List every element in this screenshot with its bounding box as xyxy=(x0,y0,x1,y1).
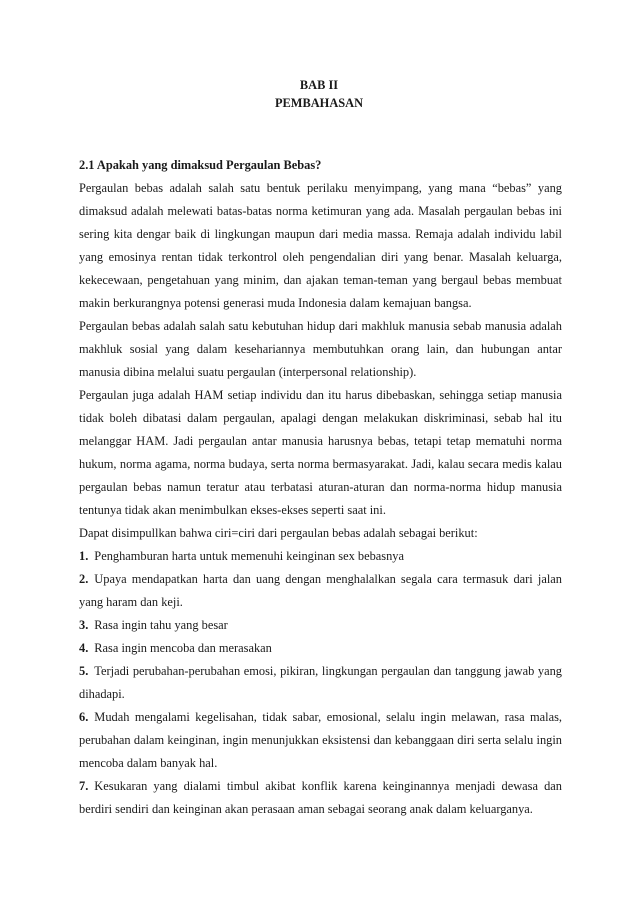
list-item-text: Mudah mengalami kegelisahan, tidak sabar, emosional, selalu ingin melawan, rasa malas, perubahan dalam keinginan, ingin menunjukkan eksistensi dan kebanggaan diri serta selalu ingin mencoba dalam banyak hal. xyxy=(79,710,562,770)
list-item xyxy=(79,775,562,821)
list-item-text: Penghamburan harta untuk memenuhi keinginan sex bebasnya xyxy=(94,549,404,563)
list-item xyxy=(79,706,562,775)
chapter-title: PEMBAHASAN xyxy=(274,96,364,110)
list-item-number: 6. xyxy=(79,710,89,724)
list-item-number: 5. xyxy=(79,664,89,678)
list-item xyxy=(79,637,562,660)
paragraph: Dapat disimpullkan bahwa ciri=ciri dari pergaulan bebas adalah sebagai berikut: xyxy=(79,526,478,540)
paragraph: Pergaulan bebas adalah salah satu kebutuhan hidup dari makhluk manusia sebab manusia adalah makhluk sosial yang dalam kesehariannya membutuhkan orang lain, dan hubungan antar manusia dibina melalui suatu pergaulan (interpersonal relationship). xyxy=(79,319,562,379)
list-item-text: Terjadi perubahan-perubahan emosi, pikiran, lingkungan pergaulan dan tanggung jawab yang dihadapi. xyxy=(79,664,562,701)
list-item xyxy=(79,614,562,637)
paragraph: Pergaulan bebas adalah salah satu bentuk perilaku menyimpang, yang mana “bebas” yang dimaksud adalah melewati batas-batas norma ketimuran yang ada. Masalah pergaulan bebas ini sering kita dengar baik di lingkungan maupun dari media massa. Remaja adalah individu labil yang emosinya rentan tidak terkontrol oleh pengendalian diri yang benar. Masalah keluarga, kekecewaan, pengetahuan yang minim, dan ajakan teman-teman yang bergaul bebas membuat makin berkurangnya potensi generasi muda Indonesia dalam kemajuan bangsa. xyxy=(79,181,562,310)
list-item-text: Rasa ingin tahu yang besar xyxy=(94,618,228,632)
list-item-number: 1. xyxy=(79,549,89,563)
list-item xyxy=(79,660,562,706)
list-item-text: Rasa ingin mencoba dan merasakan xyxy=(94,641,272,655)
list-item-number: 7. xyxy=(79,779,89,793)
list-item xyxy=(79,568,562,614)
list-item xyxy=(79,545,562,568)
section-title: 2.1 Apakah yang dimaksud Pergaulan Bebas? xyxy=(79,158,322,172)
list-item-text: Kesukaran yang dialami timbul akibat konflik karena keinginannya menjadi dewasa dan berdiri sendiri dan keinginan akan perasaan aman sebagai seorang anak dalam keluarganya. xyxy=(79,779,562,816)
chapter-heading: BAB II xyxy=(299,78,339,92)
list-item-number: 3. xyxy=(79,618,89,632)
paragraph: Pergaulan juga adalah HAM setiap individu dan itu harus dibebaskan, sehingga setiap manusia tidak boleh dibatasi dalam pergaulan, apalagi dengan melakukan diskriminasi, sebab hal itu melanggar HAM. Jadi pergaulan antar manusia harusnya bebas, tetapi tetap mematuhi norma hukum, norma agama, norma budaya, serta norma bermasyarakat. Jadi, kalau secara medis kalau pergaulan bebas namun teratur atau terbatasi aturan-aturan dan norma-norma hidup manusia tentunya tidak akan menimbulkan ekses-ekses seperti saat ini. xyxy=(79,388,562,517)
section-body xyxy=(79,154,562,821)
list-item-number: 2. xyxy=(79,572,89,586)
list-item-number: 4. xyxy=(79,641,89,655)
list-item-text: Upaya mendapatkan harta dan uang dengan menghalalkan segala cara termasuk dari jalan yang haram dan keji. xyxy=(79,572,562,609)
